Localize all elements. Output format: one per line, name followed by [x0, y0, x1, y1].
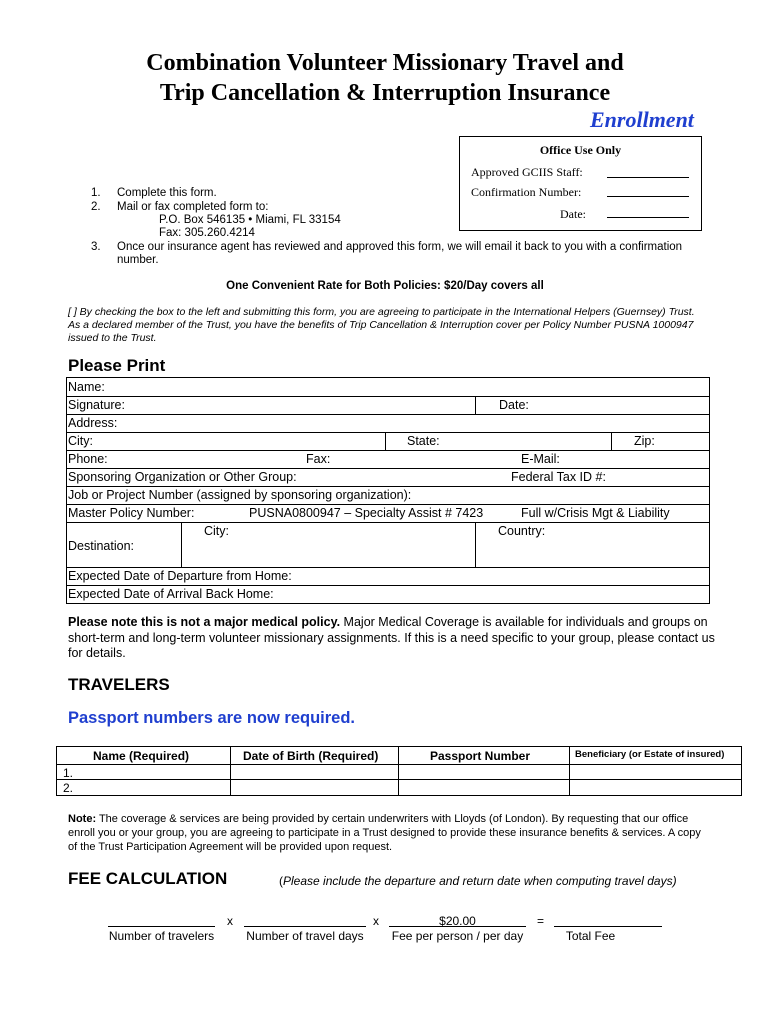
please-print-heading: Please Print: [68, 356, 166, 375]
state-field[interactable]: State:: [407, 434, 440, 448]
equals-sign: =: [537, 914, 545, 928]
number-of-travel-days-field[interactable]: [244, 926, 366, 927]
form-title-line-1: Combination Volunteer Missionary Travel and: [146, 50, 624, 76]
note-text: The coverage & services are being provided by certain underwriters with Lloyds (of London). By requesting that our office enroll you or your group, you are agreeing to participate in a Trust designed to provide these insurance benefits & services. A copy of the Trust Participation Agreement will be provided upon request.: [68, 813, 701, 853]
step-text: Mail or fax completed form to:: [117, 201, 269, 213]
step-text: Complete this form.: [117, 187, 217, 199]
fee-calculation-heading: FEE CALCULATION: [68, 869, 228, 888]
name-field[interactable]: Name:: [68, 380, 105, 394]
number-of-travelers-field[interactable]: [108, 926, 215, 927]
multiply-sign: x: [373, 914, 379, 928]
note-label: Note:: [68, 813, 97, 825]
destination-city-field[interactable]: City:: [204, 524, 229, 538]
enrollment-form: [66, 377, 710, 604]
email-field[interactable]: E-Mail:: [521, 452, 560, 466]
federal-tax-id-field[interactable]: Federal Tax ID #:: [511, 470, 606, 484]
date-field[interactable]: Date:: [499, 398, 529, 412]
fee-per-person-value: $20.00: [439, 914, 476, 928]
step-text: Once our insurance agent has reviewed and approved this form, we will email it back to you with a confirmation: [117, 241, 683, 253]
column-header-dob: Date of Birth (Required): [243, 749, 379, 763]
traveler-row-1[interactable]: 1.: [63, 766, 74, 780]
approved-staff-field[interactable]: [607, 177, 689, 178]
medical-note-text: Major Medical Coverage is available for individuals and groups on short-term and long-term volunteer missionary assignments. If this is a need specific to your group, please contact us for details.: [68, 615, 715, 660]
master-policy-label: Master Policy Number:: [68, 506, 195, 520]
lloyds-note: [68, 812, 708, 854]
signature-field[interactable]: Signature:: [68, 398, 125, 412]
travelers-heading: TRAVELERS: [68, 675, 170, 694]
traveler-row-2[interactable]: 2.: [63, 781, 74, 795]
departure-date-field[interactable]: Expected Date of Departure from Home:: [68, 569, 292, 583]
fee-per-person-caption: Fee per person / per day: [391, 929, 524, 943]
office-date-label: Date:: [560, 207, 586, 221]
form-title-line-2: Trip Cancellation & Interruption Insurance: [159, 80, 611, 106]
arrival-date-field[interactable]: Expected Date of Arrival Back Home:: [68, 587, 274, 601]
medical-note-bold: Please note this is not a major medical policy.: [68, 615, 341, 629]
fee-calculation-note: (Please include the departure and return date when computing travel days): [279, 874, 677, 888]
approved-staff-label: Approved GCIIS Staff:: [471, 165, 583, 179]
step-number: 3.: [91, 241, 101, 253]
address-field[interactable]: Address:: [68, 416, 118, 430]
job-project-number-field[interactable]: Job or Project Number (assigned by sponsoring organization):: [68, 488, 412, 502]
multiply-sign: x: [227, 914, 233, 928]
office-use-box: [459, 136, 702, 231]
medical-policy-note: [68, 615, 718, 662]
sponsoring-organization-field[interactable]: Sponsoring Organization or Other Group:: [68, 470, 297, 484]
passport-requirement-note: Passport numbers are now required.: [68, 709, 355, 727]
master-policy-number: PUSNA0800947 – Specialty Assist # 7423: [249, 506, 484, 520]
column-header-name: Name (Required): [93, 749, 190, 763]
total-fee-field[interactable]: [554, 926, 662, 927]
step-number: 1.: [91, 187, 101, 199]
trust-agreement-checkbox-text[interactable]: [ ] By checking the box to the left and submitting this form, you are agreeing to participate in the International Helpers (Guernsey) Trust. As a declared member of the Trust, you have the benefits of Trip Cancellation & Interruption cover per Policy Number PUSNA 1000947 issued to the Trust.: [68, 306, 695, 344]
travelers-table: [56, 746, 742, 796]
confirmation-number-label: Confirmation Number:: [471, 185, 582, 199]
number-of-travel-days-caption: Number of travel days: [246, 929, 364, 943]
office-use-header: Office Use Only: [539, 143, 622, 157]
column-header-beneficiary: Beneficiary (or Estate of insured): [575, 749, 725, 760]
column-header-passport: Passport Number: [430, 749, 531, 763]
zip-field[interactable]: Zip:: [634, 434, 655, 448]
step-number: 2.: [91, 201, 101, 213]
coverage-type: Full w/Crisis Mgt & Liability: [521, 506, 670, 520]
confirmation-number-field[interactable]: [607, 196, 689, 197]
number-of-travelers-caption: Number of travelers: [108, 929, 215, 943]
total-fee-caption: Total Fee: [565, 929, 616, 943]
fax-field[interactable]: Fax:: [306, 452, 331, 466]
destination-label: Destination:: [68, 539, 135, 553]
phone-field[interactable]: Phone:: [68, 452, 108, 466]
rate-statement: One Convenient Rate for Both Policies: $20/Day covers all: [226, 280, 544, 292]
step-text-continued: number.: [117, 254, 159, 266]
city-field[interactable]: City:: [68, 434, 93, 448]
destination-country-field[interactable]: Country:: [498, 524, 546, 538]
office-date-field[interactable]: [607, 217, 689, 218]
fax-number: Fax: 305.260.4214: [159, 227, 255, 239]
enrollment-heading: Enrollment: [590, 107, 694, 132]
mailing-address: P.O. Box 546135 • Miami, FL 33154: [159, 214, 341, 226]
